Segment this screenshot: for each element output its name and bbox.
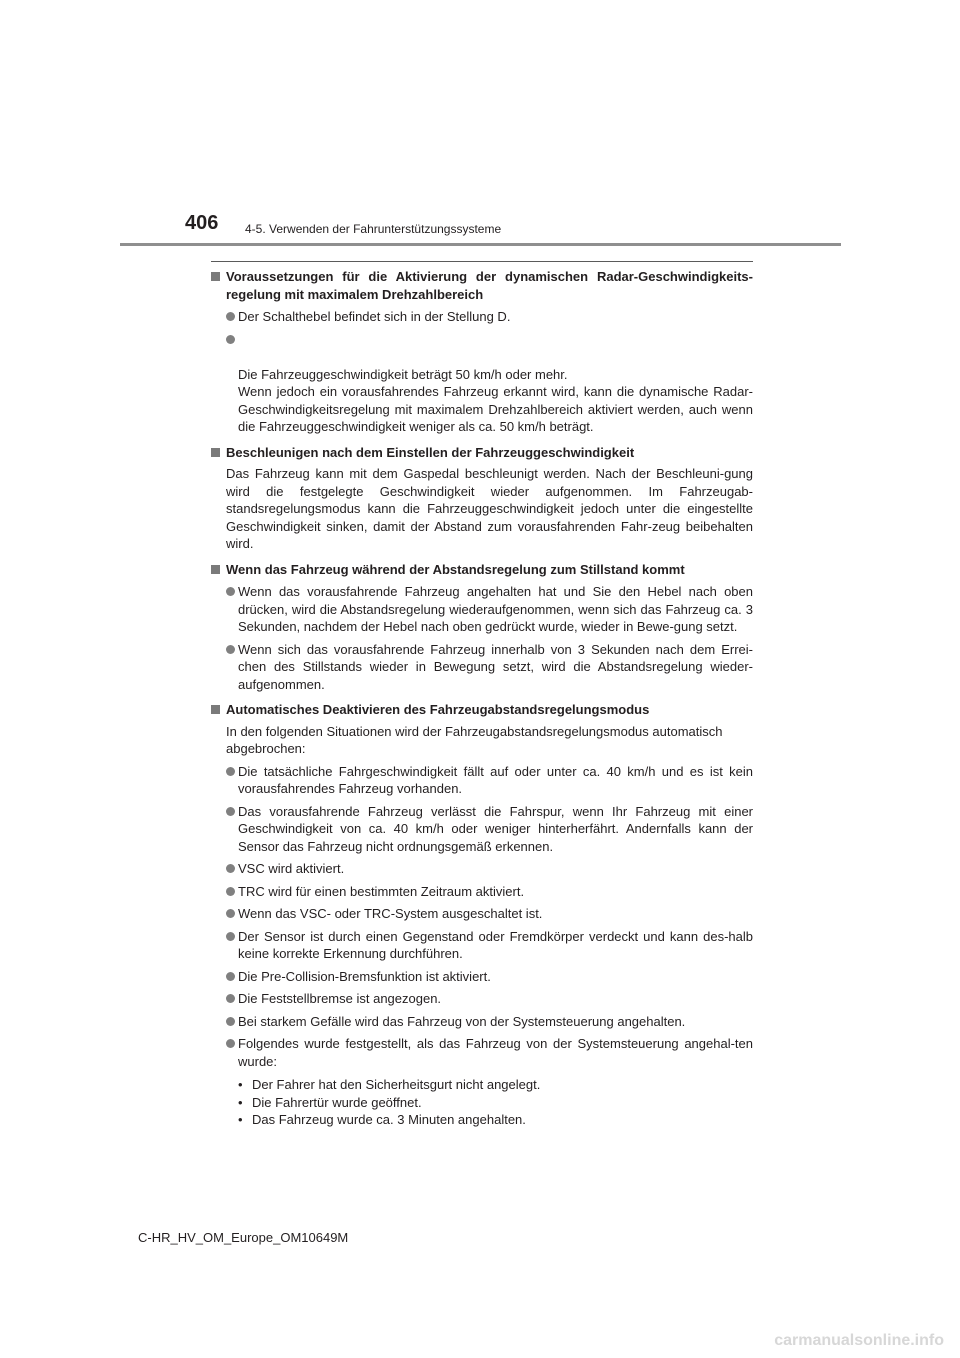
header-rule (120, 243, 841, 246)
circle-bullet-icon (226, 335, 235, 344)
list-item-text: Bei starkem Gefälle wird das Fahrzeug von der Systemsteuerung angehalten. (238, 1013, 686, 1029)
section-heading-text: Wenn das Fahrzeug während der Abstandsregelung zum Stillstand kommt (226, 561, 685, 577)
list-item-text: Wenn das vorausfahrende Fahrzeug angehalten hat und Sie den Hebel nach oben drücken, wird die Abstandsregelung wiederaufgenommen, wenn sich das Fahrzeug ca. 3 Sekunden, nachdem der Hebel nach oben gedrückt wurde, wieder in Bewe-gung setzt. (238, 584, 753, 634)
content-rule (211, 261, 753, 262)
circle-bullet-icon (226, 909, 235, 918)
circle-bullet-icon (226, 807, 235, 816)
content-body (211, 268, 753, 1129)
list-item (211, 641, 753, 694)
circle-bullet-icon (226, 932, 235, 941)
list-item (211, 331, 753, 436)
list-item-text: Der Sensor ist durch einen Gegenstand oder Fremdkörper verdeckt und kann des-halb keine korrekte Erkennung durchführen. (238, 928, 753, 961)
list-item (211, 803, 753, 856)
watermark: carmanualsonline.info (774, 1332, 944, 1349)
sub-list-item: • Der Fahrer hat den Sicherheitsgurt nicht angelegt. (238, 1076, 753, 1094)
list-item (211, 583, 753, 636)
circle-bullet-icon (226, 1039, 235, 1048)
list-item (211, 308, 753, 326)
circle-bullet-icon (226, 887, 235, 896)
list-item-text: Das vorausfahrende Fahrzeug verlässt die Fahrspur, wenn Ihr Fahrzeug mit einer Geschwindigkeit von ca. 40 km/h oder weniger hinterherfährt. Andernfalls kann der Sensor das Fahrzeug nicht ordnungsgemäß erkennen. (238, 803, 753, 854)
document-code: C-HR_HV_OM_Europe_OM10649M (138, 1230, 349, 1245)
square-bullet-icon (211, 272, 220, 281)
section-heading (211, 701, 753, 719)
list-item (211, 905, 753, 923)
list-item (211, 928, 753, 963)
list-item (211, 763, 753, 798)
circle-bullet-icon (226, 864, 235, 873)
square-bullet-icon (211, 565, 220, 574)
circle-bullet-icon (226, 972, 235, 981)
section-paragraph: In den folgenden Situationen wird der Fahrzeugabstandsregelungsmodus automatisch abgebrochen: (226, 723, 723, 756)
list-item-text: VSC wird aktiviert. (238, 861, 345, 876)
list-item-text: Folgendes wurde festgestellt, als das Fahrzeug von der Systemsteuerung angehal-ten wurde: (238, 1036, 753, 1069)
circle-bullet-icon (226, 1017, 235, 1026)
circle-bullet-icon (226, 587, 235, 596)
circle-bullet-icon (226, 645, 235, 654)
chapter-title: 4-5. Verwenden der Fahrunterstützungssysteme (245, 222, 502, 236)
section-heading (211, 268, 753, 303)
sub-list (211, 1076, 753, 1129)
list-item (211, 1035, 753, 1070)
list-item-text: Wenn sich das vorausfahrende Fahrzeug innerhalb von 3 Sekunden nach dem Errei-chen des Stillstands wieder in Bewegung setzt, wird die Abstandsregelung wieder-aufgenommen. (238, 641, 753, 692)
circle-bullet-icon (226, 767, 235, 776)
section-heading (211, 561, 753, 579)
list-item (211, 990, 753, 1008)
list-item (211, 860, 753, 878)
section-heading-text: Automatisches Deaktivieren des Fahrzeugabstandsregelungsmodus (226, 702, 650, 717)
list-item-text: Die Pre-Collision-Bremsfunktion ist aktiviert. (238, 968, 491, 984)
list-item-text: TRC wird für einen bestimmten Zeitraum aktiviert. (238, 883, 525, 899)
square-bullet-icon (211, 705, 220, 714)
square-bullet-icon (211, 448, 220, 457)
list-item (211, 968, 753, 986)
list-item-text: Der Schalthebel befindet sich in der Stellung D. (238, 309, 511, 324)
list-item-text: Wenn das VSC- oder TRC-System ausgeschaltet ist. (238, 906, 543, 921)
list-item-text: Die Feststellbremse ist angezogen. (238, 991, 442, 1006)
list-item-text: Die tatsächliche Fahrgeschwindigkeit fällt auf oder unter ca. 40 km/h und es ist kein vorausfahrendes Fahrzeug vorhanden. (238, 763, 753, 796)
page-number: 406 (185, 212, 219, 234)
section-heading-text: Beschleunigen nach dem Einstellen der Fahrzeuggeschwindigkeit (226, 444, 635, 460)
circle-bullet-icon (226, 312, 235, 321)
list-item (211, 883, 753, 901)
section-heading (211, 444, 753, 462)
sub-list-item: • Das Fahrzeug wurde ca. 3 Minuten angehalten. (238, 1111, 753, 1129)
sub-list-item: • Die Fahrertür wurde geöffnet. (238, 1094, 753, 1112)
section-paragraph: Das Fahrzeug kann mit dem Gaspedal beschleunigt werden. Nach der Beschleuni-gung wird die festgelegte Geschwindigkeit wieder aufgenommen. Im Fahrzeugab-standsregelungsmodus kann die Fahrzeuggeschwindigkeit jedoch unter die eingestellte Geschwindigkeit sinken, damit der Abstand zum vorausfahrenden Fahr-zeug beibehalten wird. (226, 466, 753, 551)
list-item-text: Die Fahrzeuggeschwindigkeit beträgt 50 km/h oder mehr. Wenn jedoch ein vorausfahrendes Fahrzeug erkannt wird, kann die dynamische Radar-Geschwindigkeitsregelung mit maximalem Drehzahlbereich aktiviert werden, auch wenn die Fahrzeuggeschwindigkeit weniger als ca. 50 km/h beträgt. (238, 366, 753, 434)
section-heading-text: Voraussetzungen für die Aktivierung der dynamischen Radar-Geschwindigkeits-regelung mit maximalem Drehzahlbereich (226, 269, 753, 302)
circle-bullet-icon (226, 994, 235, 1003)
list-item (211, 1013, 753, 1031)
